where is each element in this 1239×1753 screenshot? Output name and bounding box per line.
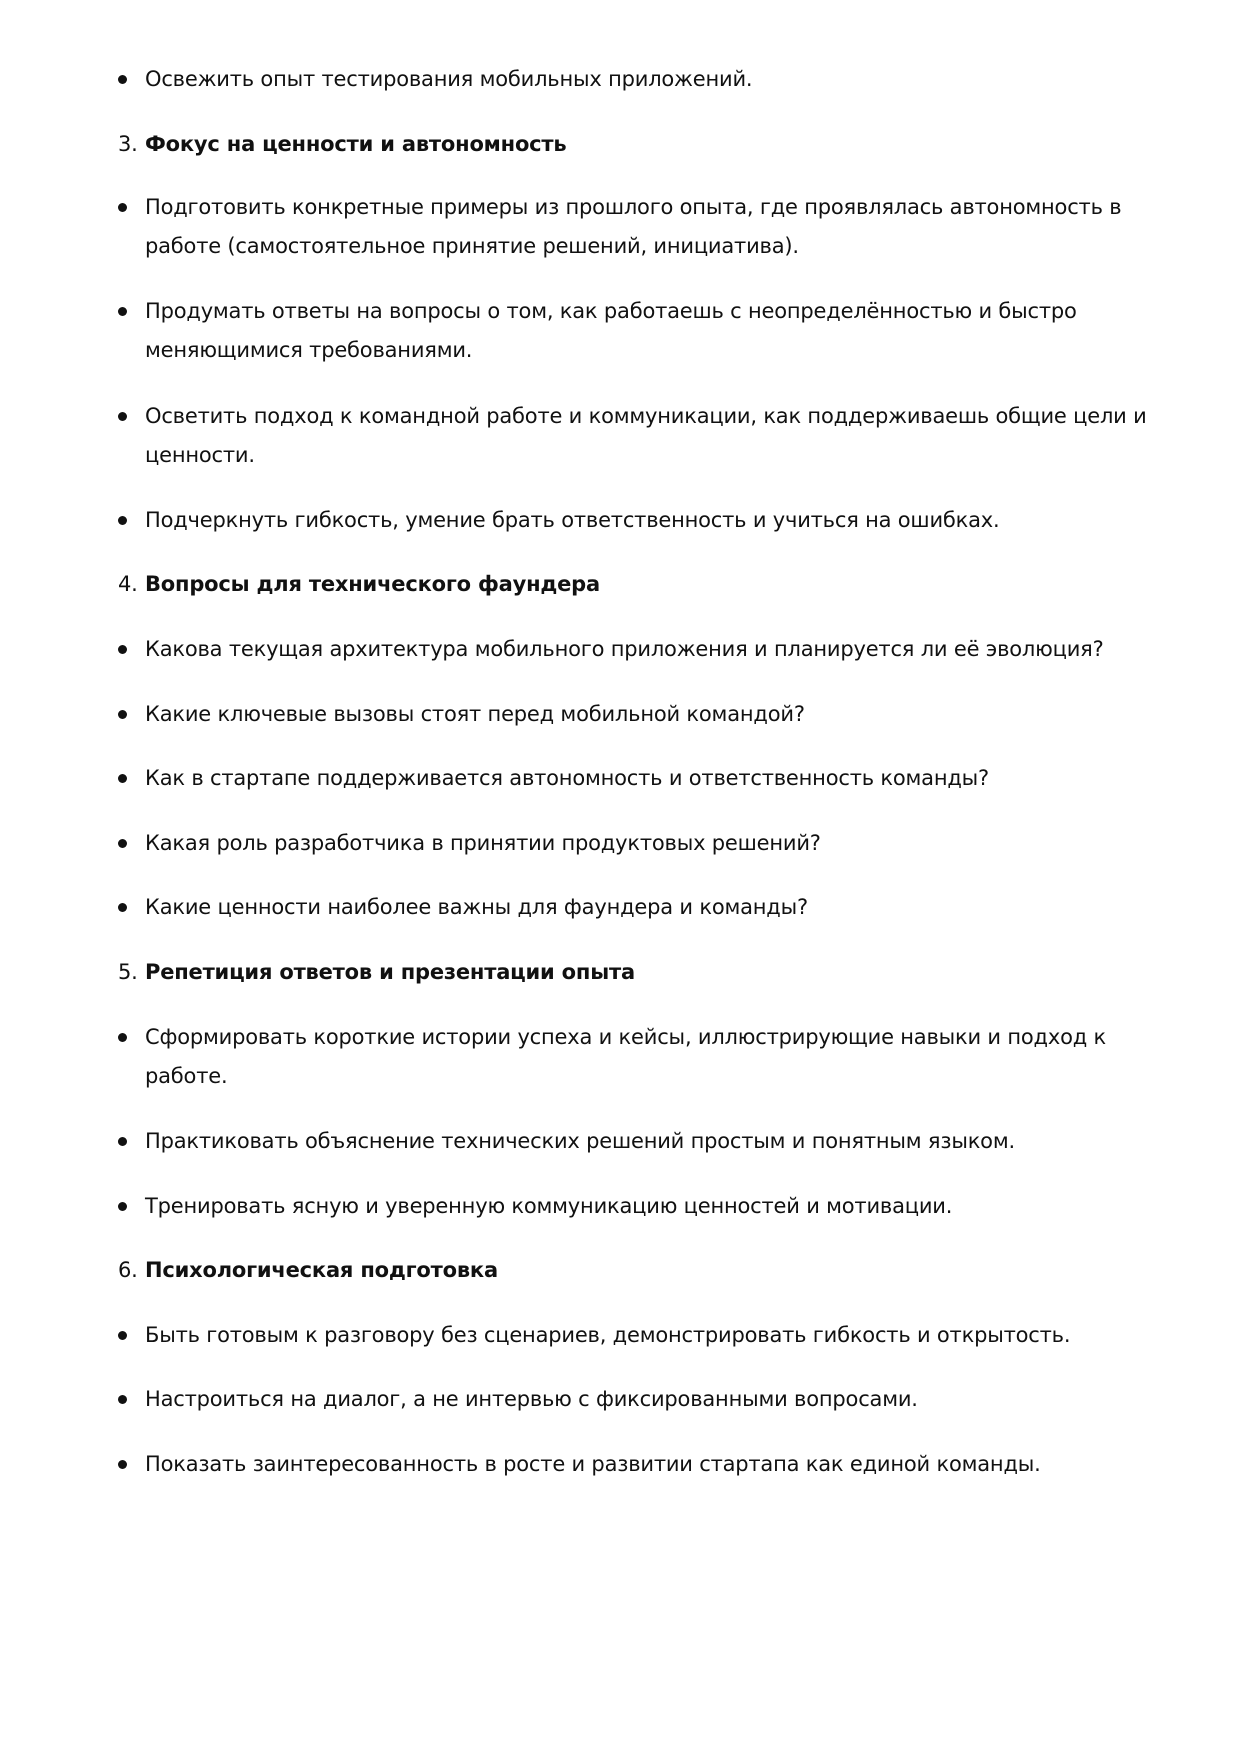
list-item (145, 188, 1155, 266)
section-number: 6. (118, 1258, 138, 1282)
bullet-icon (118, 516, 127, 525)
section-heading (118, 953, 1155, 992)
list-item (145, 695, 1155, 734)
list-item-text: Сформировать короткие истории успеха и кейсы, иллюстрирующие навыки и подход к работе. (145, 1025, 1107, 1088)
section-title: Вопросы для технического фаундера (145, 572, 600, 596)
list-item-text: Освежить опыт тестирования мобильных приложений. (145, 67, 753, 91)
bullet-icon (118, 774, 127, 783)
list-item (145, 1380, 1155, 1419)
bullet-icon (118, 1033, 127, 1042)
bullet-icon (118, 1137, 127, 1146)
list-item-text: Как в стартапе поддерживается автономность и ответственность команды? (145, 766, 990, 790)
bullet-icon (118, 710, 127, 719)
list-item-text: Осветить подход к командной работе и коммуникации, как поддерживаешь общие цели и ценности. (145, 404, 1147, 467)
list-item (145, 1316, 1155, 1355)
list-item (145, 1122, 1155, 1161)
bullet-icon (118, 903, 127, 912)
list-item-text: Настроиться на диалог, а не интервью с фиксированными вопросами. (145, 1387, 918, 1411)
list-item (145, 397, 1155, 475)
list-item (145, 1445, 1155, 1484)
section-title: Репетиция ответов и презентации опыта (145, 960, 635, 984)
section-number: 5. (118, 960, 138, 984)
section-heading (118, 1251, 1155, 1290)
list-item (145, 630, 1155, 669)
list-item (145, 888, 1155, 927)
section-heading (118, 125, 1155, 164)
section-title: Фокус на ценности и автономность (145, 132, 567, 156)
list-item (145, 292, 1155, 370)
section-number: 4. (118, 572, 138, 596)
list-item-text: Какие ключевые вызовы стоят перед мобильной командой? (145, 702, 805, 726)
section-number: 3. (118, 132, 138, 156)
bullet-icon (118, 645, 127, 654)
bullet-icon (118, 1202, 127, 1211)
list-item-text: Показать заинтересованность в росте и развитии стартапа как единой команды. (145, 1452, 1041, 1476)
list-item-text: Тренировать ясную и уверенную коммуникацию ценностей и мотивации. (145, 1194, 953, 1218)
list-item (145, 824, 1155, 863)
bullet-icon (118, 839, 127, 848)
list-item-text: Быть готовым к разговору без сценариев, демонстрировать гибкость и открытость. (145, 1323, 1071, 1347)
section-title: Психологическая подготовка (145, 1258, 498, 1282)
bullet-icon (118, 1395, 127, 1404)
list-item-text: Подчеркнуть гибкость, умение брать ответственность и учиться на ошибках. (145, 508, 1000, 532)
bullet-icon (118, 1460, 127, 1469)
list-item (145, 759, 1155, 798)
list-item-text: Какова текущая архитектура мобильного приложения и планируется ли её эволюция? (145, 637, 1104, 661)
list-item (145, 501, 1155, 540)
list-item (145, 1018, 1155, 1096)
list-item (145, 60, 1155, 99)
bullet-icon (118, 75, 127, 84)
list-item-text: Продумать ответы на вопросы о том, как работаешь с неопределённостью и быстро меняющимися требованиями. (145, 299, 1077, 362)
list-item-text: Какие ценности наиболее важны для фаундера и команды? (145, 895, 808, 919)
list-item-text: Какая роль разработчика в принятии продуктовых решений? (145, 831, 821, 855)
bullet-icon (118, 1331, 127, 1340)
bullet-icon (118, 203, 127, 212)
section-heading (118, 565, 1155, 604)
list-item-text: Подготовить конкретные примеры из прошлого опыта, где проявлялась автономность в работе (самостоятельное принятие решений, инициатива). (145, 195, 1122, 258)
bullet-icon (118, 307, 127, 316)
bullet-icon (118, 412, 127, 421)
list-item-text: Практиковать объяснение технических решений простым и понятным языком. (145, 1129, 1015, 1153)
list-item (145, 1187, 1155, 1226)
